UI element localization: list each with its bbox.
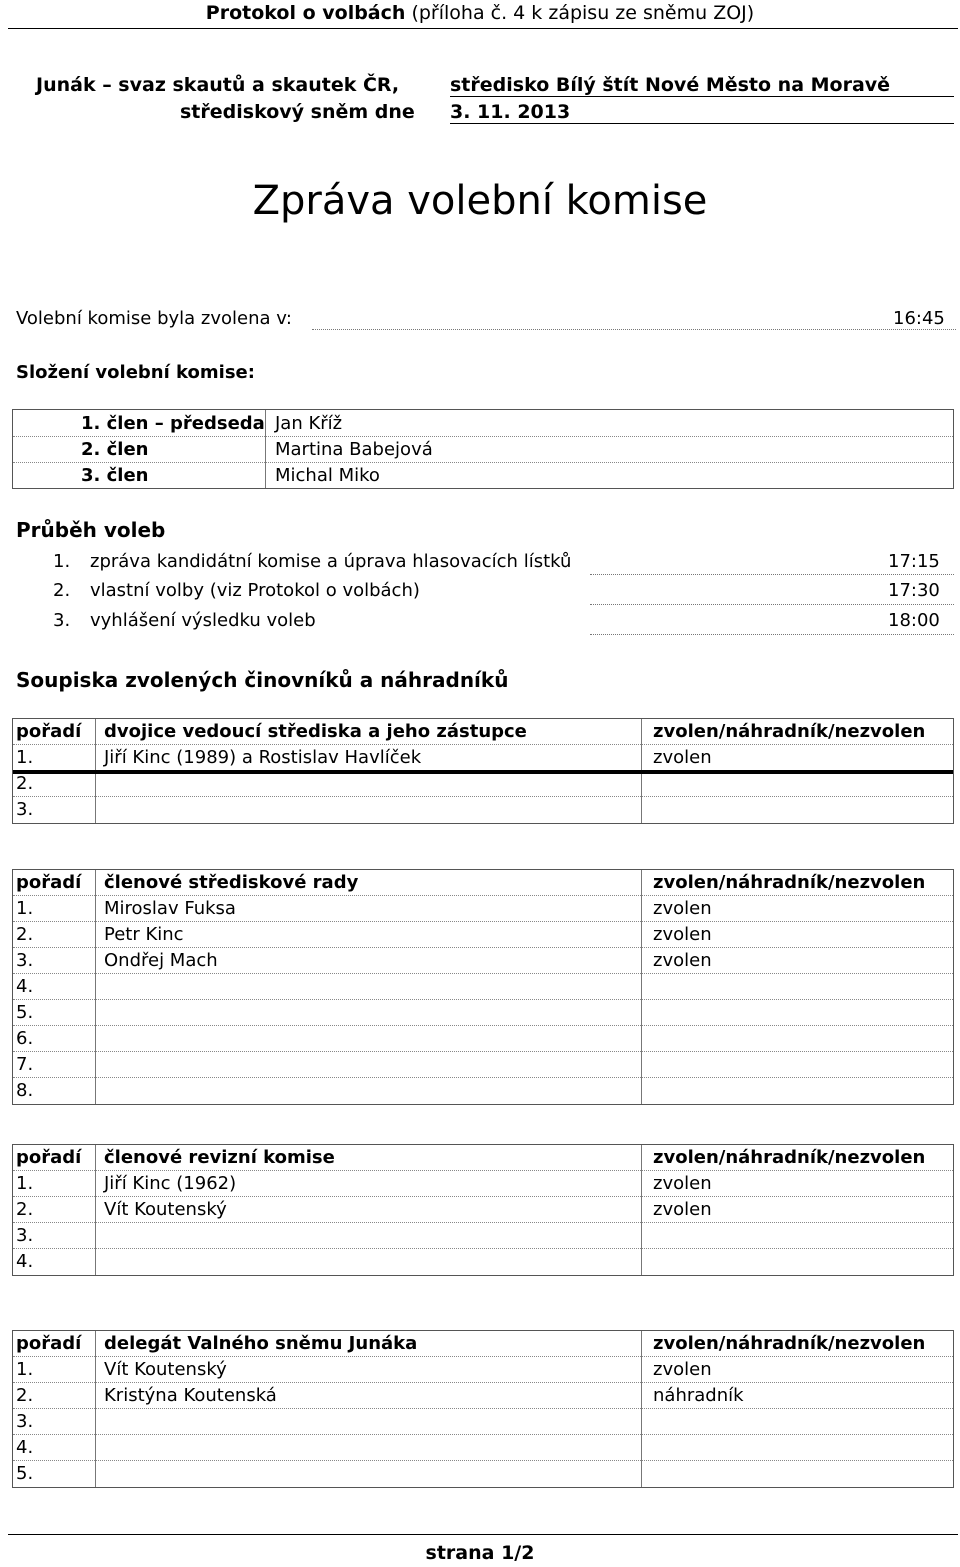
progress-step-time: 17:30	[888, 580, 940, 601]
table-row	[13, 922, 953, 947]
name-cell: dvojice vedoucí střediska a jeho zástupce	[104, 721, 527, 742]
roster-table	[12, 1144, 954, 1276]
member-name: Michal Miko	[275, 465, 380, 486]
status-cell: zvolen/náhradník/nezvolen	[653, 1333, 926, 1354]
table-row	[13, 797, 953, 822]
order-cell: 7.	[16, 1054, 34, 1075]
page-number: strana 1/2	[425, 1542, 535, 1564]
table-header	[13, 870, 953, 895]
footer-rule	[8, 1534, 958, 1535]
name-cell: Ondřej Mach	[104, 950, 218, 971]
name-cell: Vít Koutenský	[104, 1359, 227, 1380]
name-cell: Kristýna Koutenská	[104, 1385, 277, 1406]
protocol-title: Protokol o volbách	[205, 2, 406, 24]
table-row	[13, 1461, 953, 1486]
member-row	[13, 411, 953, 436]
elected-at-time: 16:45	[893, 308, 945, 329]
table-row	[13, 1052, 953, 1077]
progress-step-num: 2.	[53, 580, 71, 601]
header-rule	[8, 28, 958, 29]
member-row	[13, 463, 953, 488]
order-cell: 1.	[16, 1359, 34, 1380]
table-row	[13, 1171, 953, 1196]
status-cell: zvolen/náhradník/nezvolen	[653, 872, 926, 893]
order-cell: 3.	[16, 950, 34, 971]
org-unit: středisko Bílý štít Nové Město na Moravě	[450, 74, 954, 97]
order-cell: 4.	[16, 976, 34, 997]
order-cell: pořadí	[16, 721, 82, 742]
order-cell: 3.	[16, 1411, 34, 1432]
table-row	[13, 974, 953, 999]
status-cell: náhradník	[653, 1385, 744, 1406]
assembly-date: 3. 11. 2013	[450, 101, 954, 124]
name-cell: delegát Valného sněmu Junáka	[104, 1333, 418, 1354]
name-cell: členové střediskové rady	[104, 872, 359, 893]
status-cell: zvolen/náhradník/nezvolen	[653, 721, 926, 742]
progress-step-num: 3.	[53, 610, 71, 631]
order-cell: 2.	[16, 773, 34, 794]
member-name: Jan Kříž	[275, 413, 343, 434]
progress-step-time: 18:00	[888, 610, 940, 631]
order-cell: 8.	[16, 1080, 34, 1101]
table-row	[13, 896, 953, 921]
table-header	[13, 1145, 953, 1170]
table-row	[13, 1383, 953, 1408]
table-header	[13, 719, 953, 744]
member-role: 1. člen – předseda	[81, 413, 265, 434]
order-cell: 3.	[16, 1225, 34, 1246]
order-cell: 4.	[16, 1251, 34, 1272]
progress-step-line	[590, 604, 954, 605]
order-cell: pořadí	[16, 872, 82, 893]
order-cell: 4.	[16, 1437, 34, 1458]
roster-table	[12, 869, 954, 1105]
elected-at-line	[312, 329, 956, 330]
table-row	[13, 1249, 953, 1274]
table-row	[13, 1357, 953, 1382]
name-cell: Vít Koutenský	[104, 1199, 227, 1220]
elected-at-label: Volební komise byla zvolena v:	[16, 308, 292, 329]
table-row	[13, 948, 953, 973]
roster-heading: Soupiska zvolených činovníků a náhradníků	[16, 668, 509, 692]
status-cell: zvolen	[653, 950, 712, 971]
progress-step-num: 1.	[53, 551, 71, 572]
status-cell: zvolen	[653, 1359, 712, 1380]
commission-members-table	[12, 409, 954, 489]
member-role: 3. člen	[81, 465, 149, 486]
table-row	[13, 1409, 953, 1434]
progress-step-text: vlastní volby (viz Protokol o volbách)	[90, 580, 420, 601]
roster-table	[12, 718, 954, 824]
assembly-label: střediskový sněm dne	[180, 101, 415, 123]
name-cell: Jiří Kinc (1962)	[104, 1173, 237, 1194]
table-row	[13, 771, 953, 796]
status-cell: zvolen	[653, 1199, 712, 1220]
order-cell: 3.	[16, 799, 34, 820]
order-cell: 1.	[16, 898, 34, 919]
table-row	[13, 1078, 953, 1103]
order-cell: 2.	[16, 1199, 34, 1220]
member-row	[13, 437, 953, 462]
progress-step-line	[590, 634, 954, 635]
order-cell: 2.	[16, 924, 34, 945]
progress-step-line	[590, 574, 954, 575]
status-cell: zvolen	[653, 898, 712, 919]
name-cell: Miroslav Fuksa	[104, 898, 236, 919]
order-cell: pořadí	[16, 1147, 82, 1168]
order-cell: 2.	[16, 1385, 34, 1406]
member-role: 2. člen	[81, 439, 149, 460]
name-cell: členové revizní komise	[104, 1147, 335, 1168]
name-cell: Petr Kinc	[104, 924, 184, 945]
order-cell: pořadí	[16, 1333, 82, 1354]
status-cell: zvolen	[653, 747, 712, 768]
table-row	[13, 1197, 953, 1222]
roster-table	[12, 1330, 954, 1488]
table-row	[13, 1435, 953, 1460]
status-cell: zvolen/náhradník/nezvolen	[653, 1147, 926, 1168]
progress-step-text: vyhlášení výsledku voleb	[90, 610, 316, 631]
org-name: Junák – svaz skautů a skautek ČR,	[36, 74, 400, 96]
order-cell: 5.	[16, 1463, 34, 1484]
member-name: Martina Babejová	[275, 439, 433, 460]
order-cell: 1.	[16, 747, 34, 768]
table-row	[13, 1026, 953, 1051]
composition-heading: Složení volební komise:	[16, 362, 255, 383]
status-cell: zvolen	[653, 1173, 712, 1194]
order-cell: 5.	[16, 1002, 34, 1023]
name-cell: Jiří Kinc (1989) a Rostislav Havlíček	[104, 747, 422, 768]
order-cell: 1.	[16, 1173, 34, 1194]
progress-step-text: zpráva kandidátní komise a úprava hlasovacích lístků	[90, 551, 572, 572]
table-row	[13, 1223, 953, 1248]
protocol-subtitle: (příloha č. 4 k zápisu ze sněmu ZOJ)	[405, 2, 755, 24]
progress-heading: Průběh voleb	[16, 518, 166, 542]
table-header	[13, 1331, 953, 1356]
page-title: Zpráva volební komise	[252, 178, 708, 224]
status-cell: zvolen	[653, 924, 712, 945]
table-row	[13, 745, 953, 770]
progress-step-time: 17:15	[888, 551, 940, 572]
order-cell: 6.	[16, 1028, 34, 1049]
table-row	[13, 1000, 953, 1025]
document-header	[0, 2, 960, 24]
